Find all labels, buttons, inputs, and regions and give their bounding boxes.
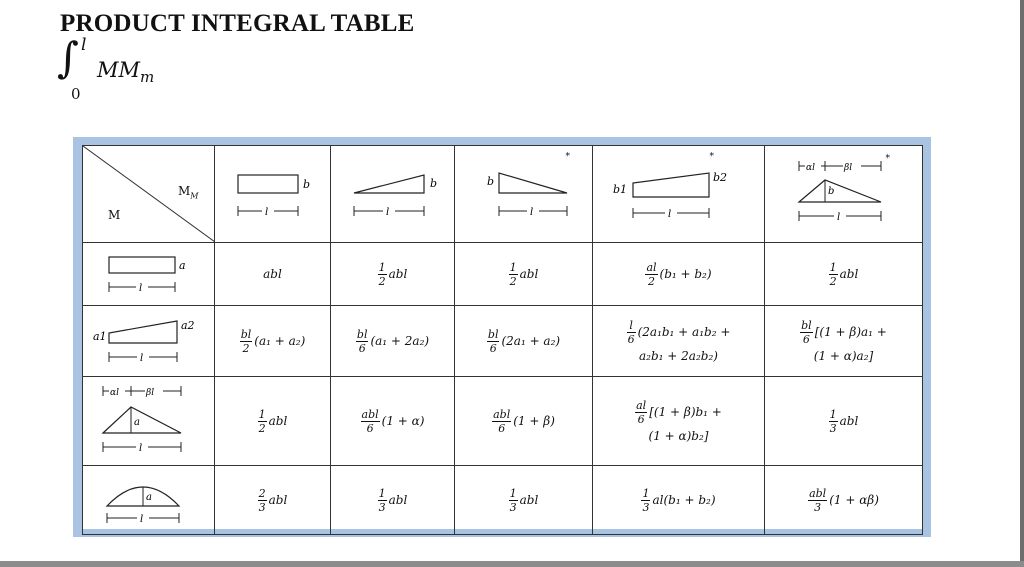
cell-r0-c0: abl (215, 243, 331, 306)
cell-r2-c3: $\frac{al}{6}$ [(1 + β)b₁ + (1 + α)b₂] (593, 377, 765, 466)
svg-text:αl: αl (805, 163, 815, 173)
cell-r2-c0: $\frac{1}{2}$ abl (215, 377, 331, 466)
asterisk-mark: * (885, 154, 890, 164)
table-frame (73, 137, 931, 537)
cell-r0-c4: $\frac{1}{2}$ abl (765, 243, 923, 306)
cell-r0-c2: $\frac{1}{2}$ abl (455, 243, 593, 306)
header-general-triangle (765, 146, 923, 243)
svg-text:l: l (529, 207, 533, 218)
svg-text:l: l (385, 207, 389, 218)
cell-r2-c4: $\frac{1}{3}$ abl (765, 377, 923, 466)
cell-r0-c3: $\frac{al}{2}$ (b₁ + b₂) (593, 243, 765, 306)
svg-text:βl: βl (843, 163, 852, 173)
m-axis-label: M (108, 208, 121, 222)
svg-text:l: l (138, 443, 142, 454)
cell-r2-c1: $\frac{\text{abl}}{6}$ (1 + α) (331, 377, 455, 466)
window-bottom-border (0, 561, 1024, 567)
svg-text:a: a (145, 492, 152, 503)
svg-text:βl: βl (145, 388, 154, 398)
svg-text:l: l (836, 212, 840, 223)
triangle-falling-diagram-icon (459, 159, 589, 229)
svg-text:a: a (133, 417, 140, 428)
svg-text:l: l (139, 514, 143, 525)
svg-text:b: b (302, 178, 310, 191)
page-title: PRODUCT INTEGRAL TABLE (60, 10, 415, 37)
cell-r1-c4: $\frac{bl}{6}$ [(1 + β)a₁ + (1 + α)a₂] (765, 306, 923, 377)
svg-text:l: l (139, 353, 143, 364)
svg-text:b2: b2 (712, 171, 727, 184)
svg-text:a: a (178, 259, 186, 272)
integrand: $MM_m$ (97, 58, 155, 87)
svg-text:l: l (264, 207, 268, 218)
header-triangle-left (455, 146, 593, 243)
parabola-diagram-icon (89, 472, 209, 528)
row-label-rectangle (83, 243, 215, 306)
product-integral-table (82, 145, 923, 535)
asterisk-mark: * (565, 152, 570, 162)
cell-r3-c1: $\frac{1}{3}$ abl (331, 466, 455, 535)
mm-axis-label: $M_M$ (178, 184, 199, 201)
integral-lower-limit: 0 (71, 85, 81, 103)
cell-r3-c2: $\frac{1}{3}$ abl (455, 466, 593, 535)
svg-text:l: l (138, 283, 142, 294)
header-triangle-right (331, 146, 455, 243)
window-right-border (1020, 0, 1024, 567)
row-label-parabola (83, 466, 215, 535)
svg-text:a2: a2 (180, 319, 195, 332)
svg-text:b: b (429, 177, 437, 190)
svg-text:l: l (667, 209, 671, 220)
cell-r0-c1: $\frac{1}{2}$ abl (331, 243, 455, 306)
general-triangle-diagram-icon (769, 154, 919, 234)
integral-upper-limit: l (81, 35, 87, 55)
cell-r1-c2: $\frac{bl}{6}$ (2a₁ + a₂) (455, 306, 593, 377)
cell-r3-c0: $\frac{2}{3}$ abl (215, 466, 331, 535)
triangle-rising-diagram-icon (334, 159, 452, 229)
svg-text:αl: αl (109, 388, 119, 398)
cell-r1-c1: $\frac{bl}{6}$ (a₁ + 2a₂) (331, 306, 455, 377)
rectangle-diagram-icon (218, 159, 328, 229)
integral-sign: ∫ (57, 33, 79, 82)
cell-r3-c4: $\frac{\text{abl}}{3}$ (1 + αβ) (765, 466, 923, 535)
cell-r2-c2: $\frac{\text{abl}}{6}$ (1 + β) (455, 377, 593, 466)
row-label-trapezoid (83, 306, 215, 377)
svg-text:b1: b1 (612, 183, 627, 196)
cell-r3-c3: $\frac{1}{3}$ al(b₁ + b₂) (593, 466, 765, 535)
svg-text:a1: a1 (92, 330, 107, 343)
trapezoid-diagram-icon (89, 313, 209, 369)
svg-text:b: b (827, 186, 834, 197)
cell-r1-c3: $\frac{l}{6}$ (2a₁b₁ + a₁b₂ + a₂b₁ + 2a₂b₂) (593, 306, 765, 377)
asterisk-mark: * (709, 152, 714, 162)
integral-expression (55, 35, 175, 105)
trapezoid-diagram-icon (599, 159, 759, 229)
header-trapezoid (593, 146, 765, 243)
row-label-general-triangle (83, 377, 215, 466)
general-triangle-diagram-icon (89, 381, 209, 461)
rectangle-diagram-icon (89, 249, 209, 299)
table-area (82, 145, 922, 529)
header-rectangle (215, 146, 331, 243)
svg-text:b: b (486, 175, 494, 188)
corner-cell (83, 146, 215, 243)
cell-r1-c0: $\frac{bl}{2}$ (a₁ + a₂) (215, 306, 331, 377)
